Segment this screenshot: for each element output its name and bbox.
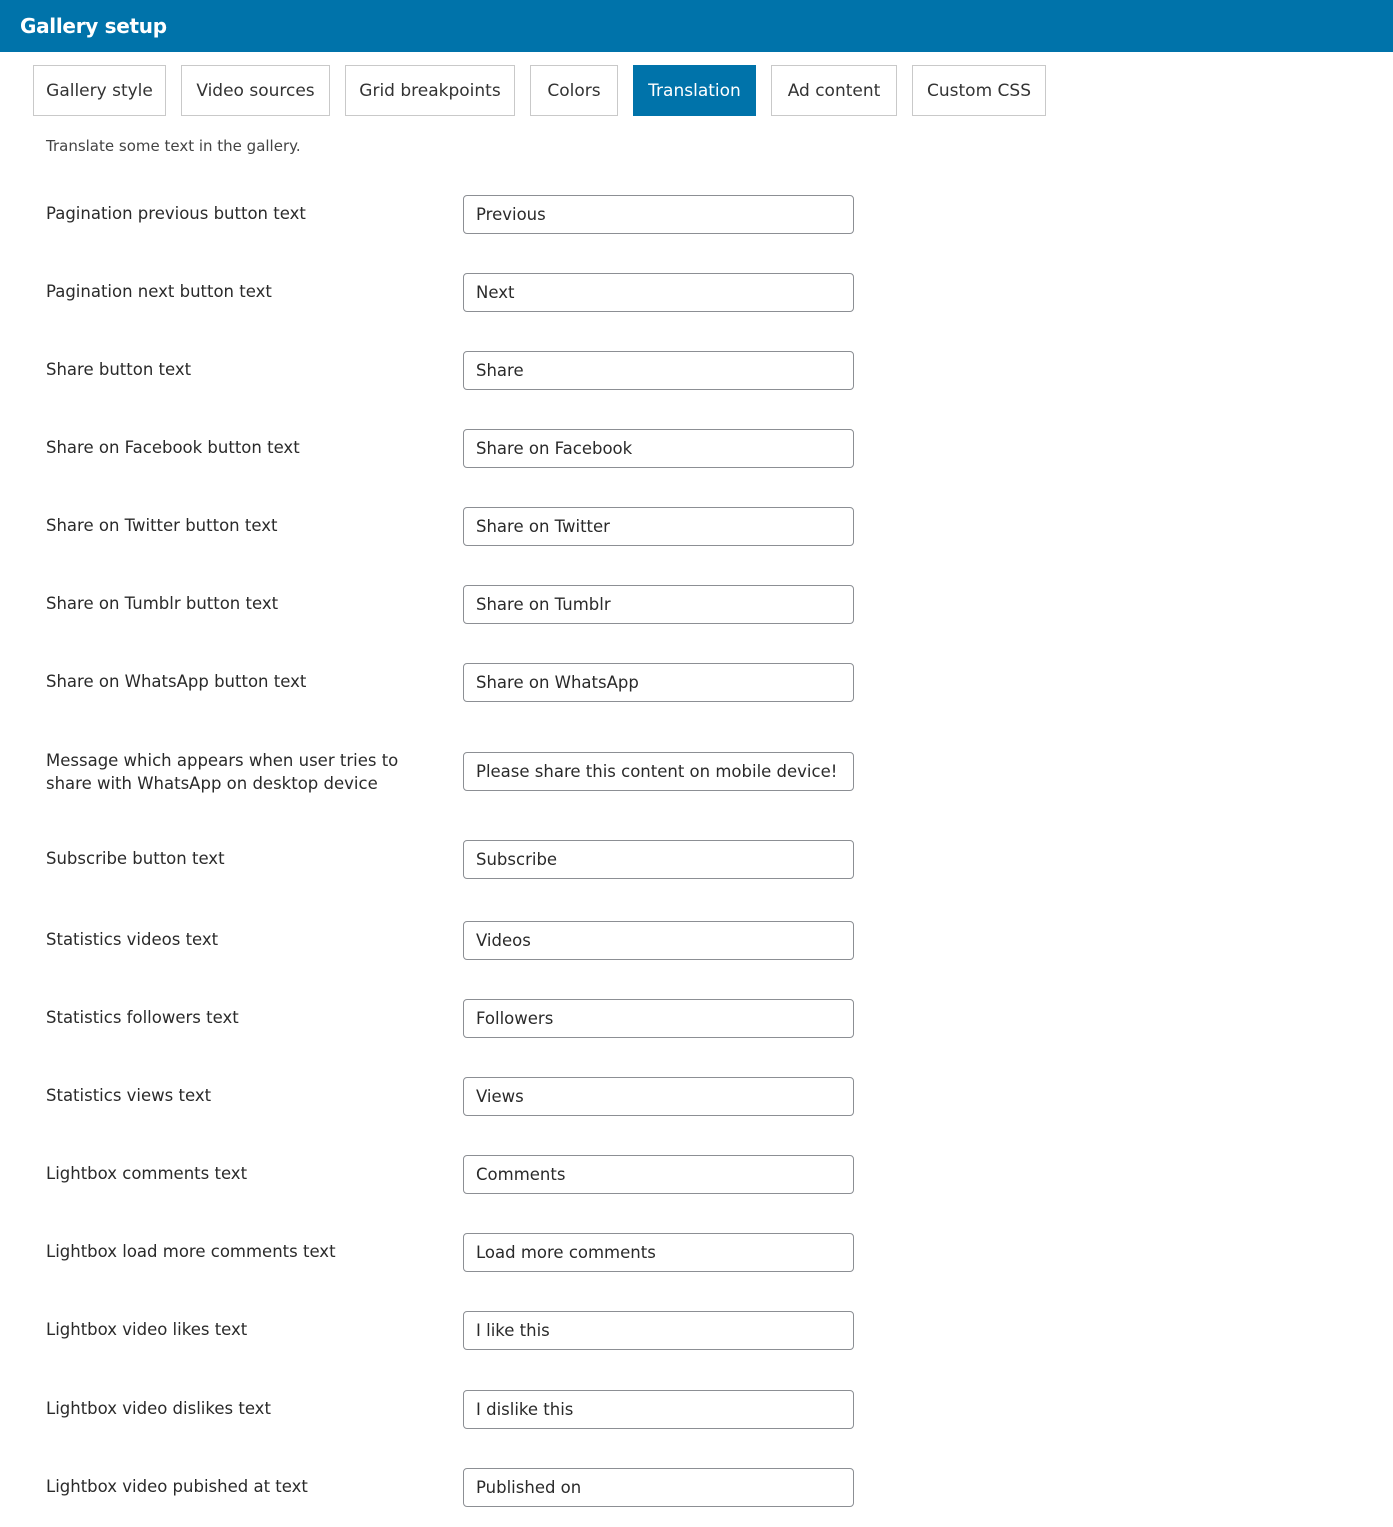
field-label: Lightbox load more comments text <box>46 1242 336 1261</box>
field-label: Lightbox comments text <box>46 1164 248 1183</box>
tab-label: Video sources <box>196 80 315 101</box>
tab-label: Gallery style <box>46 80 153 101</box>
page-title: Gallery setup <box>20 14 167 38</box>
section-description: Translate some text in the gallery. <box>46 137 301 155</box>
share-facebook-input[interactable] <box>463 429 854 468</box>
tab-label: Custom CSS <box>927 80 1031 101</box>
tab-label: Grid breakpoints <box>359 80 501 101</box>
lightbox-likes-input[interactable] <box>463 1311 854 1350</box>
field-label: Statistics views text <box>46 1086 212 1105</box>
field-label: Subscribe button text <box>46 849 225 868</box>
pagination-next-input[interactable] <box>463 273 854 312</box>
tab-video-sources[interactable] <box>181 65 330 116</box>
field-label: Pagination previous button text <box>46 204 306 223</box>
statistics-followers-input[interactable] <box>463 999 854 1038</box>
share-twitter-input[interactable] <box>463 507 854 546</box>
subscribe-input[interactable] <box>463 840 854 879</box>
lightbox-comments-input[interactable] <box>463 1155 854 1194</box>
statistics-videos-input[interactable] <box>463 921 854 960</box>
field-label: Message which appears when user tries to share with WhatsApp on desktop device <box>46 751 399 793</box>
field-label: Lightbox video likes text <box>46 1320 248 1339</box>
tab-label: Ad content <box>787 80 881 101</box>
share-tumblr-input[interactable] <box>463 585 854 624</box>
tab-ad-content[interactable] <box>771 65 897 116</box>
field-label: Share on Twitter button text <box>46 516 278 535</box>
tab-gallery-style[interactable] <box>33 65 166 116</box>
field-label: Share on Tumblr button text <box>46 594 279 613</box>
tab-label: Translation <box>648 80 741 101</box>
tab-grid-breakpoints[interactable] <box>345 65 515 116</box>
lightbox-dislikes-input[interactable] <box>463 1390 854 1429</box>
statistics-views-input[interactable] <box>463 1077 854 1116</box>
lightbox-load-more-input[interactable] <box>463 1233 854 1272</box>
field-label: Share on Facebook button text <box>46 438 300 457</box>
share-input[interactable] <box>463 351 854 390</box>
top-bar <box>0 0 1393 52</box>
tab-label: Colors <box>547 80 601 101</box>
field-label: Share on WhatsApp button text <box>46 672 307 691</box>
field-label: Share button text <box>46 360 192 379</box>
field-label: Lightbox video dislikes text <box>46 1399 271 1418</box>
lightbox-published-input[interactable] <box>463 1468 854 1507</box>
tab-translation[interactable] <box>633 65 756 116</box>
field-label: Lightbox video pubished at text <box>46 1477 308 1496</box>
pagination-previous-input[interactable] <box>463 195 854 234</box>
share-whatsapp-input[interactable] <box>463 663 854 702</box>
tab-custom-css[interactable] <box>912 65 1046 116</box>
field-label: Statistics videos text <box>46 930 219 949</box>
tab-colors[interactable] <box>530 65 618 116</box>
tab-bar <box>33 65 1046 116</box>
field-label: Pagination next button text <box>46 282 272 301</box>
whatsapp-desktop-message-input[interactable] <box>463 752 854 791</box>
field-label: Statistics followers text <box>46 1008 239 1027</box>
